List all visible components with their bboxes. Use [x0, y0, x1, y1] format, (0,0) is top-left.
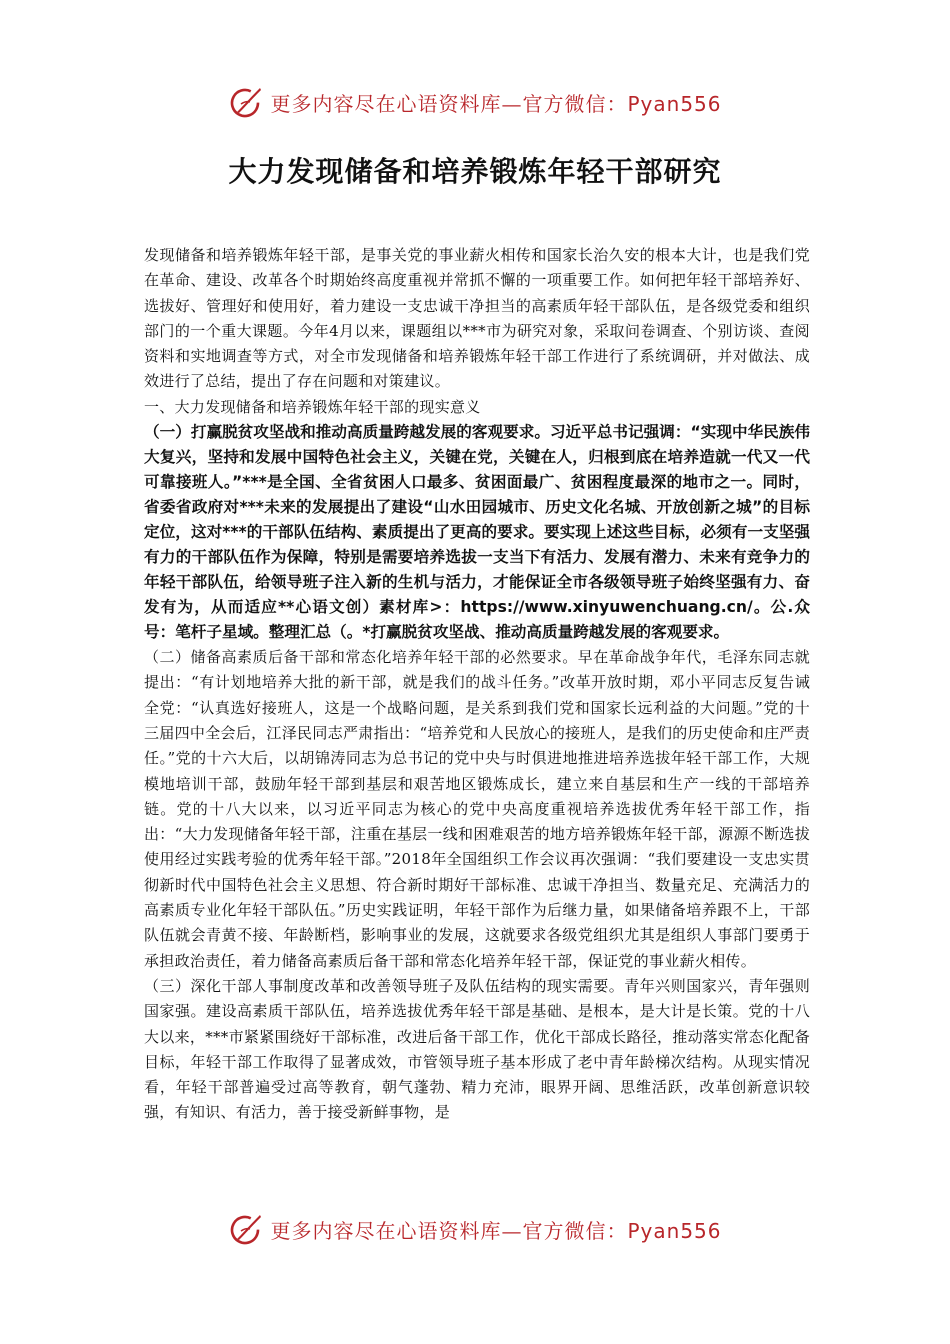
header-banner — [0, 82, 950, 122]
footer-banner — [0, 1209, 950, 1249]
section-heading: 一、大力发现储备和培养锻炼年轻干部的现实意义 — [144, 397, 481, 416]
banner-text: 更多内容尽在心语资料库—官方微信：Pyan556 — [270, 91, 722, 116]
banner-text: 更多内容尽在心语资料库—官方微信：Pyan556 — [270, 1218, 722, 1243]
page-title: 大力发现储备和培养锻炼年轻干部研究 — [228, 155, 722, 188]
ink-brush-logo-icon — [228, 1211, 264, 1247]
part-two-paragraph: （二）储备高素质后备干部和常态化培养年轻干部的必然要求。早在革命战争年代，毛泽东同志就提出：“有计划地培养大批的新干部，就是我们的战斗任务。”改革开放时期，邓小平同志反复告诫全党：“认真选好接班人，这是一个战略问题，是关系到我们党和国家长远利益的大问题。”党的十三届四中全会后，江泽民同志严肃指出：“培养党和人民放心的接班人，是我们的历史使命和庄严责任。”党的十六大后，以胡锦涛同志为总书记的党中央与时俱进地推进培养选拔年轻干部工作，大规模地培训干部，鼓励年轻干部到基层和艰苦地区锻炼成长，建立来自基层和生产一线的干部培养链。党的十八大以来，以习近平同志为核心的党中央高度重视培养选拔优秀年轻干部工作，指出：“大力发现储备年轻干部，注重在基层一线和困难艰苦的地方培养锻炼年轻干部，源源不断选拔使用经过实践考验的优秀年轻干部。”2018年全国组织工作会议再次强调：“我们要建设一支忠实贯彻新时代中国特色社会主义思想、符合新时期好干部标准、忠诚干净担当、数量充足、充满活力的高素质专业化年轻干部队伍。”历史实践证明，年轻干部作为后继力量，如果储备培养跟不上，干部队伍就会青黄不接、年龄断档，影响事业的发展，这就要求各级党组织尤其是组织人事部门要勇于承担政治责任，着力储备高素质后备干部和常态化培养年轻干部，保证党的事业薪火相传。 — [144, 648, 810, 970]
intro-paragraph: 发现储备和培养锻炼年轻干部，是事关党的事业薪火相传和国家长治久安的根本大计，也是我们党在革命、建设、改革各个时期始终高度重视并常抓不懈的一项重要工作。如何把年轻干部培养好、选拔好、管理好和使用好，着力建设一支忠诚干净担当的高素质年轻干部队伍，是各级党委和组织部门的一个重大课题。今年4月以来，课题组以***市为研究对象，采取问卷调查、个别访谈、查阅资料和实地调查等方式，对全市发现储备和培养锻炼年轻干部工作进行了系统调研，并对做法、成效进行了总结，提出了存在问题和对策建议。 — [144, 246, 810, 391]
part-three-paragraph: （三）深化干部人事制度改革和改善领导班子及队伍结构的现实需要。青年兴则国家兴，青年强则国家强。建设高素质干部队伍，培养选拔优秀年轻干部是基础、是根本，是大计是长策。党的十八大以来，***市紧紧围绕好干部标准，改进后备干部工作，优化干部成长路径，推动落实常态化配备目标，年轻干部工作取得了显著成效，市管领导班子基本形成了老中青年龄梯次结构。从现实情况看，年轻干部普遍受过高等教育，朝气蓬勃、精力充沛，眼界开阔、思维活跃，改革创新意识较强，有知识、有活力，善于接受新鲜事物，是 — [144, 976, 811, 1122]
ink-brush-logo-icon — [228, 84, 264, 120]
part-one-paragraph: （一）打赢脱贫攻坚战和推动高质量跨越发展的客观要求。习近平总书记强调：“实现中华民族伟大复兴，坚持和发展中国特色社会主义，关键在党，关键在人，归根到底在培养造就一代又一代可靠接班人。”***是全国、全省贫困人口最多、贫困面最广、贫困程度最深的地市之一。同时，省委省政府对***未来的发展提出了建设“山水田园城市、历史文化名城、开放创新之城”的目标定位，这对***的干部队伍结构、素质提出了更高的要求。要实现上述这些目标，必须有一支坚强有力的干部队伍作为保障，特别是需要培养选拔一支当下有活力、发展有潜力、未来有竞争力的年轻干部队伍，给领导班子注入新的生机与活力，才能保证全市各级领导班子始终坚强有力、奋发有为，从而适应**心语文创）素材库>：https://www.xinyuwenchuang.cn/。公.众号：笔杆子星域。整理汇总（。*打赢脱贫攻坚战、推动高质量跨越发展的客观要求。 — [144, 423, 810, 642]
document-body — [144, 243, 810, 1126]
